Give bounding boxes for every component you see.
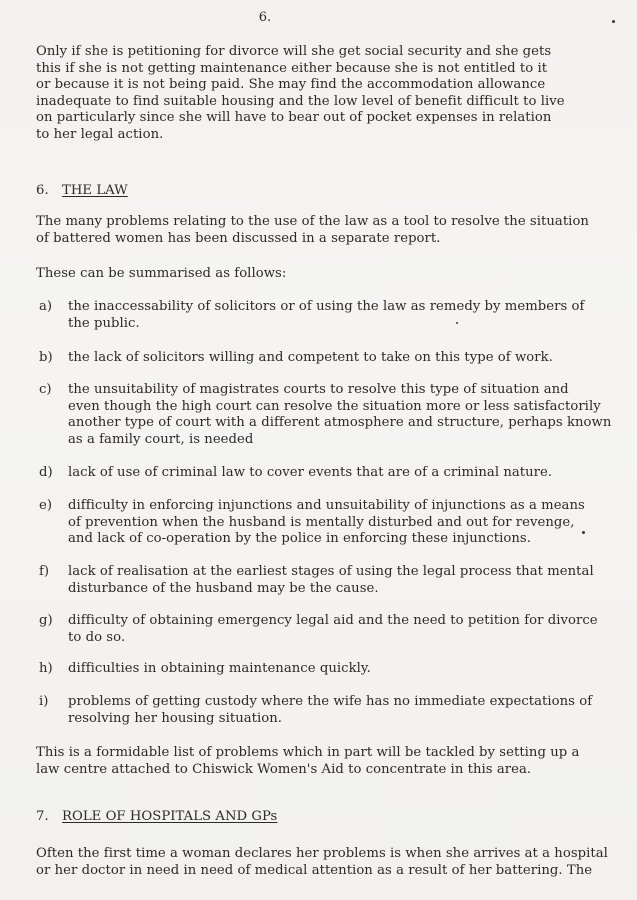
page-number: 6. [258, 10, 272, 25]
list-item-d [36, 465, 611, 482]
list-item-text: difficulty in enforcing injunctions and unsuitability of injunctions as a means of prevention when the husband is mentally disturbed and out for revenge, and lack of co-operation by the police in enforcing these injunctions. [68, 498, 585, 546]
section-7-title: ROLE OF HOSPITALS AND GPs [62, 809, 278, 824]
section-7-paragraph: Often the first time a woman declares her problems is when she arrives at a hospital or her doctor in need in need of medical attention as a result of her battering. The [36, 846, 608, 878]
ink-speck [612, 20, 615, 23]
section-7-heading [36, 809, 277, 824]
list-item-text: the inaccessability of solicitors or of using the law as remedy by members of the public. [68, 299, 585, 331]
list-item-letter: i) [39, 694, 49, 709]
list-item-h [36, 661, 611, 678]
list-item-text: problems of getting custody where the wife has no immediate expectations of resolving her housing situation. [68, 694, 593, 726]
list-item-text: the unsuitability of magistrates courts to resolve this type of situation and even though the high court can resolve the situation more or less satisfactorily another type of court with a different atmosphere and structure, perhaps known as a family court, is needed [68, 382, 612, 447]
list-item-c [36, 382, 611, 448]
list-item-i [36, 694, 611, 727]
list-item-text: difficulty of obtaining emergency legal aid and the need to petition for divorce to do so. [68, 613, 598, 645]
list-item-letter: a) [39, 299, 53, 314]
ink-speck [456, 322, 458, 324]
section-7-number: 7. [36, 809, 49, 824]
section-6-title: THE LAW [62, 183, 128, 198]
list-item-letter: h) [39, 661, 53, 676]
list-item-text: the lack of solicitors willing and competent to take on this type of work. [68, 350, 553, 365]
list-item-letter: c) [39, 382, 52, 397]
list-item-letter: f) [39, 564, 50, 579]
list-item-text: difficulties in obtaining maintenance quickly. [68, 661, 371, 676]
list-item-f [36, 564, 611, 597]
list-item-g [36, 613, 611, 646]
intro-paragraph: Only if she is petitioning for divorce will she get social security and she gets this if she is not getting maintenance either because she is not entitled to it or because it is not being paid. She may find the accommodation allowance inadequate to find suitable housing and the low level of benefit difficult to live on particularly since she will have to bear out of pocket expenses in relation to her legal action. [36, 44, 565, 142]
ink-speck [582, 531, 585, 534]
section-6-heading [36, 183, 128, 198]
list-item-a [36, 299, 611, 332]
list-item-e [36, 498, 611, 548]
list-item-b [36, 350, 611, 367]
list-item-letter: b) [39, 350, 53, 365]
list-item-letter: g) [39, 613, 53, 628]
list-item-text: lack of realisation at the earliest stages of using the legal process that mental disturbance of the husband may be the cause. [68, 564, 594, 596]
summary-intro: These can be summarised as follows: [36, 266, 287, 281]
section-6-paragraph: The many problems relating to the use of the law as a tool to resolve the situation of battered women has been discussed in a separate report. [36, 214, 589, 246]
list-item-text: lack of use of criminal law to cover events that are of a criminal nature. [68, 465, 553, 480]
section-6-number: 6. [36, 183, 49, 198]
list-item-letter: e) [39, 498, 53, 513]
list-item-letter: d) [39, 465, 53, 480]
closing-paragraph: This is a formidable list of problems which in part will be tackled by setting up a law centre attached to Chiswick Women's Aid to concentrate in this area. [36, 745, 580, 777]
